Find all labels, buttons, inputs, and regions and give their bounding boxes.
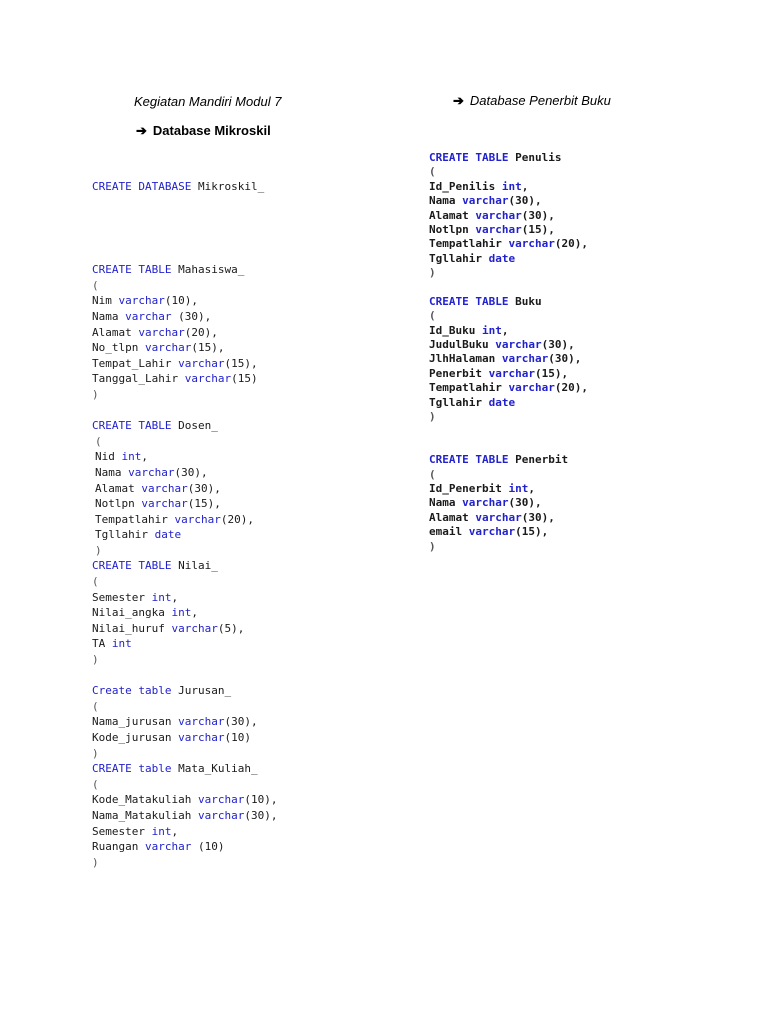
column-name: Nid	[95, 450, 122, 464]
open-paren: (	[95, 434, 102, 448]
document-title: Kegiatan Mandiri Modul 7	[134, 94, 282, 109]
column-definition	[429, 525, 588, 539]
column-type: date	[154, 528, 182, 542]
column-definition	[429, 381, 588, 395]
column-type: int	[481, 323, 502, 337]
column-name: Tempat_Lahir	[92, 356, 179, 370]
column-type: varchar	[184, 372, 232, 386]
column-type: varchar	[125, 309, 172, 323]
create-table-line	[92, 262, 277, 278]
column-name: Tgllahir	[95, 528, 155, 542]
column-type: varchar	[468, 525, 516, 539]
column-definition	[92, 824, 277, 840]
column-type: date	[488, 251, 516, 265]
column-args: (10),	[244, 793, 278, 807]
column-name: Tempatlahir	[95, 512, 175, 526]
column-name: Tanggal_Lahir	[92, 372, 185, 386]
column-args: (30),	[548, 352, 582, 366]
column-type: varchar	[462, 194, 509, 208]
column-args: (15)	[231, 372, 258, 386]
column-definition	[429, 209, 588, 223]
create-table-statement	[429, 295, 588, 453]
column-definition	[429, 367, 588, 381]
column-name: Tgllahir	[429, 251, 489, 265]
table-name: Penerbit	[515, 453, 569, 467]
column-type: varchar	[174, 512, 221, 526]
column-type: varchar	[475, 510, 522, 524]
column-args: ,	[171, 824, 179, 838]
column-definition	[92, 527, 277, 543]
create-table-line	[92, 418, 277, 434]
column-definition	[92, 792, 277, 808]
column-definition	[92, 590, 277, 606]
column-definition	[429, 338, 588, 352]
create-table-line	[92, 558, 277, 574]
column-args: (15),	[515, 525, 549, 539]
keyword: CREATE TABLE	[429, 151, 509, 164]
column-type: varchar	[128, 465, 175, 479]
close-paren: )	[92, 855, 99, 869]
column-definition	[92, 496, 277, 512]
table-name: Buku	[515, 294, 542, 308]
column-args: (20),	[184, 325, 218, 339]
close-paren: )	[429, 539, 436, 553]
column-definition	[92, 371, 277, 387]
column-type: varchar	[197, 793, 245, 807]
column-type: int	[151, 824, 172, 838]
left-code-block	[92, 153, 277, 883]
column-args: (30),	[224, 715, 258, 729]
open-paren: (	[429, 165, 436, 179]
column-definition	[92, 636, 277, 652]
column-type: varchar	[475, 222, 522, 236]
column-definition	[92, 309, 277, 325]
column-args: (15),	[191, 341, 225, 355]
column-name: JlhHalaman	[429, 352, 502, 366]
close-paren: )	[92, 653, 99, 667]
keyword: Create table	[92, 684, 172, 698]
column-args: ,	[528, 481, 535, 495]
column-name: Nama	[429, 496, 463, 510]
arrow-right-icon: ➔	[136, 123, 147, 138]
column-args: (15),	[224, 356, 258, 370]
column-type: int	[151, 590, 172, 604]
column-name: Tempatlahir	[429, 381, 509, 395]
column-args: (30),	[174, 465, 208, 479]
column-name: email	[429, 525, 469, 539]
close-paren: )	[92, 387, 99, 401]
column-definition	[92, 808, 277, 824]
column-args: (30),	[508, 194, 542, 208]
create-table-statement	[92, 558, 277, 683]
open-paren: (	[429, 309, 436, 323]
column-name: Notlpn	[429, 222, 476, 236]
column-name: Alamat	[429, 510, 476, 524]
column-args: (20),	[554, 381, 588, 395]
column-args: (30),	[521, 208, 555, 222]
column-definition	[92, 621, 277, 637]
column-type: varchar	[508, 381, 555, 395]
column-definition	[429, 194, 588, 208]
right-section-heading	[453, 93, 611, 109]
column-args: ,	[191, 606, 198, 620]
column-args: (30),	[541, 338, 575, 352]
column-definition	[429, 352, 588, 366]
open-paren: (	[92, 278, 99, 292]
table-name: Mata_Kuliah_	[178, 762, 258, 776]
column-definition	[429, 237, 588, 251]
column-args: (30),	[244, 808, 278, 822]
close-paren: )	[429, 266, 436, 280]
column-type: varchar	[197, 808, 245, 822]
column-args: ,	[501, 323, 509, 337]
column-name: Semester	[92, 590, 152, 604]
column-type: varchar	[178, 731, 225, 744]
database-name: Mikroskil_	[197, 180, 265, 193]
create-table-statement	[92, 683, 277, 761]
column-name: Nama	[92, 309, 126, 323]
column-definition	[429, 511, 588, 525]
close-paren: )	[92, 746, 99, 760]
open-paren: (	[92, 699, 99, 713]
open-paren: (	[92, 575, 99, 589]
column-type: varchar	[178, 715, 225, 729]
column-type: int	[501, 179, 522, 193]
open-paren: (	[429, 467, 436, 481]
table-name: Dosen_	[178, 419, 218, 433]
column-name: Kode_jurusan	[92, 731, 179, 744]
column-definition	[429, 180, 588, 194]
column-definition	[92, 356, 277, 372]
column-name: Tgllahir	[429, 395, 489, 409]
column-type: varchar	[488, 366, 535, 380]
create-table-statement	[92, 761, 277, 870]
right-table-list	[429, 151, 588, 554]
column-definition	[429, 496, 588, 510]
keyword: CREATE TABLE	[92, 263, 172, 277]
column-name: Alamat	[92, 325, 139, 339]
column-definition	[429, 252, 588, 266]
column-name: Nama	[95, 465, 129, 479]
create-table-line	[429, 151, 588, 165]
column-name: Nama	[429, 194, 463, 208]
column-definition	[92, 340, 277, 356]
left-section-title: Database Mikroskil	[152, 123, 271, 138]
column-type: varchar	[144, 840, 192, 854]
create-table-statement	[429, 151, 588, 295]
column-args: (5),	[217, 621, 245, 635]
column-name: Nilai_huruf	[92, 621, 172, 635]
column-definition	[92, 449, 277, 465]
create-table-line	[429, 453, 588, 467]
column-definition	[92, 293, 277, 309]
table-name: Mahasiswa_	[178, 263, 245, 277]
column-definition	[429, 396, 588, 410]
column-type: varchar	[508, 237, 555, 251]
column-name: Ruangan	[92, 840, 145, 854]
column-args: (20),	[554, 237, 588, 251]
column-type: date	[488, 395, 516, 409]
column-definition	[92, 605, 277, 621]
keyword: CREATE TABLE	[429, 453, 509, 467]
column-definition	[429, 324, 588, 338]
column-definition	[92, 465, 277, 481]
column-type: varchar	[118, 294, 165, 308]
create-table-line	[92, 761, 277, 777]
close-paren: )	[429, 410, 436, 424]
column-args: (30),	[187, 481, 221, 495]
column-name: Nilai_angka	[92, 606, 172, 620]
column-args: ,	[141, 450, 148, 464]
column-definition	[92, 481, 277, 497]
column-definition	[429, 482, 588, 496]
column-type: int	[508, 481, 529, 495]
column-definition	[92, 512, 277, 528]
column-name: Alamat	[429, 208, 476, 222]
column-name: Notlpn	[95, 497, 142, 511]
column-args: (10),	[164, 294, 198, 308]
column-name: Nama_Matakuliah	[92, 808, 198, 822]
create-table-statement	[92, 262, 277, 418]
left-section-heading	[136, 123, 271, 139]
column-type: int	[111, 637, 132, 651]
keyword: CREATE DATABASE	[92, 180, 192, 193]
keyword: CREATE TABLE	[92, 559, 172, 573]
column-definition	[429, 223, 588, 237]
table-name: Penulis	[515, 151, 562, 164]
table-name: Nilai_	[178, 559, 218, 573]
column-name: Id_Buku	[429, 323, 482, 337]
column-definition	[92, 839, 277, 855]
column-name: JudulBuku	[429, 338, 496, 352]
column-type: varchar	[178, 356, 225, 370]
column-type: varchar	[138, 325, 185, 339]
column-type: varchar	[462, 496, 509, 510]
column-name: Id_Penerbit	[429, 481, 509, 495]
column-name: Tempatlahir	[429, 237, 509, 251]
column-type: varchar	[144, 341, 192, 355]
column-definition	[92, 325, 277, 341]
column-args: ,	[171, 590, 179, 604]
column-definition	[92, 730, 277, 746]
column-type: varchar	[141, 497, 188, 511]
column-type: varchar	[495, 338, 542, 352]
column-name: Id_Penilis	[429, 179, 502, 193]
column-name: Penerbit	[429, 366, 489, 380]
create-table-statement	[92, 418, 277, 558]
column-name: Nim	[92, 294, 119, 308]
column-args: (15),	[521, 222, 555, 236]
column-type: int	[121, 450, 142, 464]
column-name: Semester	[92, 824, 152, 838]
column-name: Kode_Matakuliah	[92, 793, 198, 807]
column-args: (10)	[224, 731, 251, 744]
column-args: (15),	[187, 497, 221, 511]
create-table-statement	[429, 453, 588, 554]
column-type: varchar	[171, 621, 218, 635]
column-args: (15),	[534, 366, 569, 380]
column-args: (30),	[171, 309, 212, 323]
column-args: (30),	[508, 496, 542, 510]
column-args: (30),	[521, 510, 555, 524]
table-name: Jurusan_	[178, 684, 232, 698]
column-type: int	[171, 606, 192, 620]
create-table-line	[429, 295, 588, 309]
keyword: CREATE TABLE	[92, 419, 172, 433]
column-args: ,	[521, 179, 529, 193]
column-args: (10)	[191, 840, 225, 854]
create-table-line	[92, 683, 277, 699]
open-paren: (	[92, 777, 99, 791]
column-type: varchar	[141, 481, 188, 495]
column-type: varchar	[501, 352, 549, 366]
close-paren: )	[95, 543, 102, 557]
column-name: Alamat	[95, 481, 142, 495]
column-name: No_tlpn	[92, 341, 145, 355]
column-args: (20),	[220, 512, 254, 526]
column-type: varchar	[475, 208, 522, 222]
right-code-block	[429, 125, 588, 567]
keyword: CREATE TABLE	[429, 294, 509, 308]
arrow-right-icon: ➔	[453, 93, 464, 108]
left-table-list	[92, 262, 277, 870]
right-section-title: Database Penerbit Buku	[469, 93, 611, 108]
column-name: TA	[92, 637, 112, 651]
create-database-line	[92, 179, 277, 195]
column-name: Nama_jurusan	[92, 715, 179, 729]
column-definition	[92, 714, 277, 730]
keyword: CREATE table	[92, 762, 172, 776]
